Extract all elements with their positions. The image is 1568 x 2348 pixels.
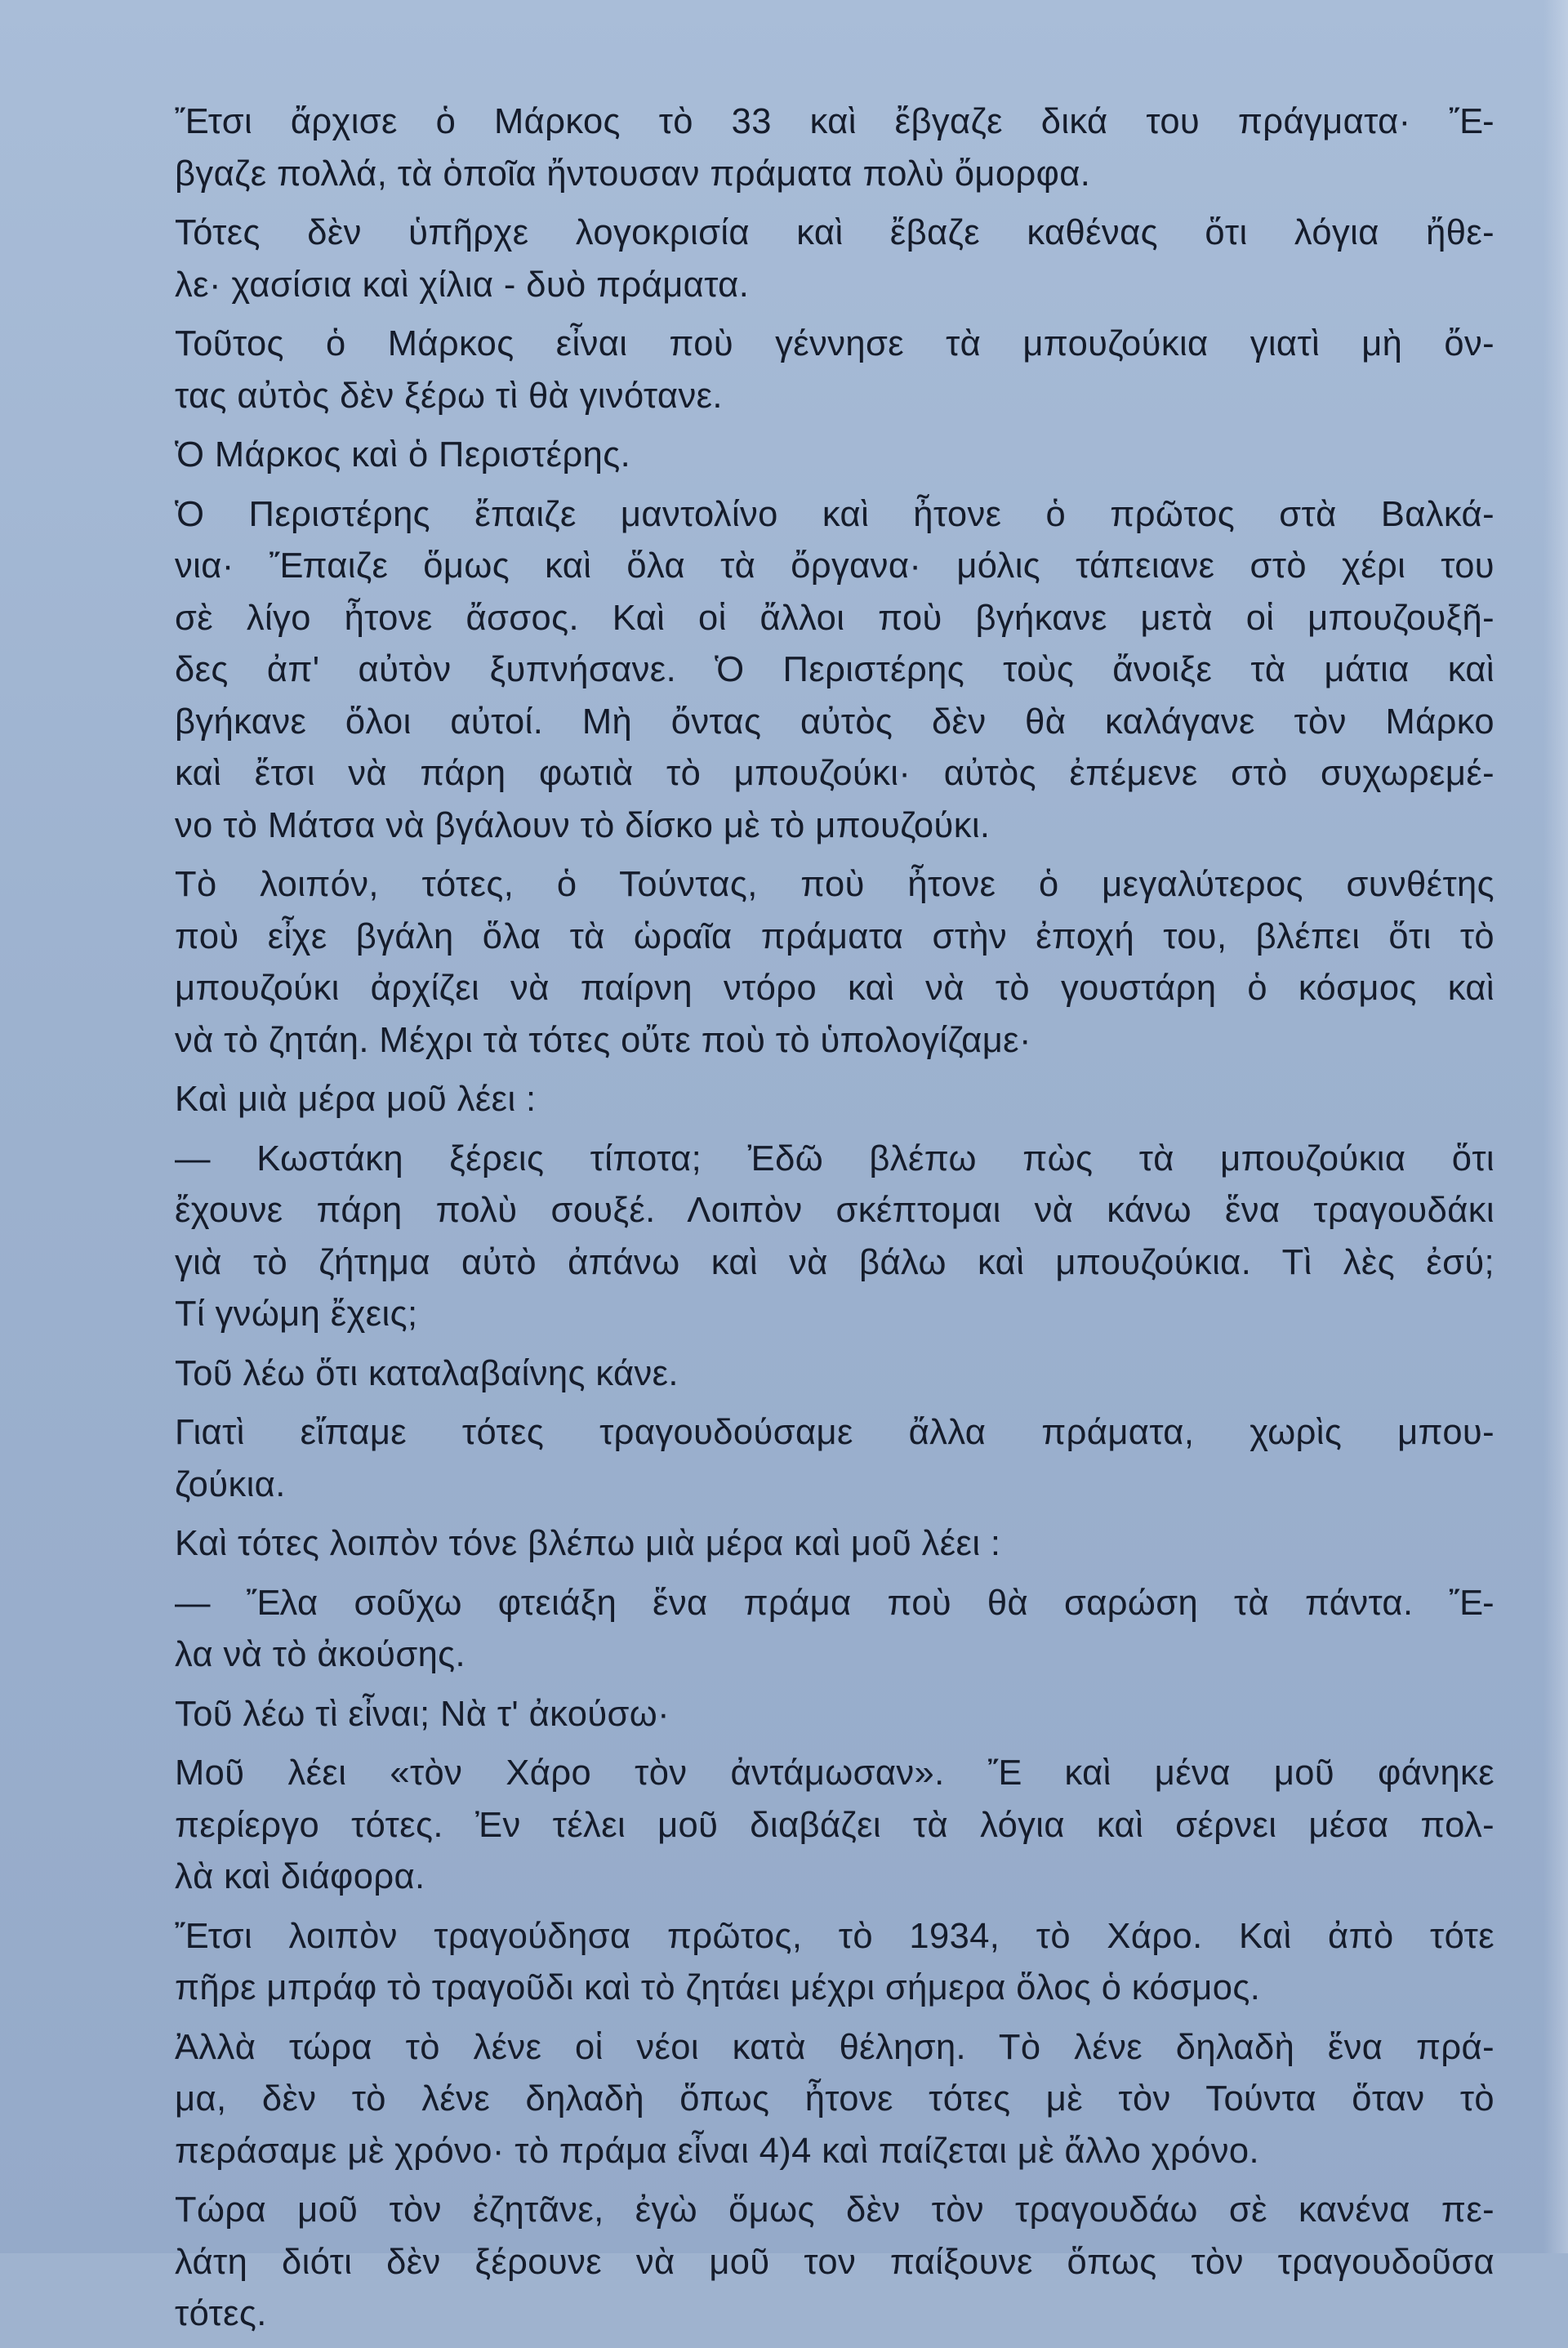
paragraph	[163, 1748, 1494, 1904]
paragraph	[163, 1518, 1494, 1571]
text-line: πῆρε μπράφ τὸ τραγοῦδι καὶ τὸ ζητάει μέχρι σήμερα ὅλος ὁ κόσμος.	[175, 1968, 1261, 2007]
text-line: Τοῦ λέω ὅτι καταλαβαίνης κάνε.	[175, 1353, 679, 1393]
text-line: Καὶ μιὰ μέρα μοῦ λέει :	[175, 1080, 537, 1119]
text-line: τότες.	[175, 2294, 267, 2333]
text-line: ποὺ εἶχε βγάλη ὅλα τὰ ὡραῖα πράματα στὴν ἐποχή του, βλέπει ὅτι τὸ	[175, 916, 1494, 956]
text-line: βγαζε πολλά, τὰ ὁποῖα ἤντουσαν πράματα πολὺ ὄμορφα.	[175, 154, 1091, 194]
text-line: Τοῦτος ὁ Μάρκος εἶναι ποὺ γέννησε τὰ μπουζούκια γιατὶ μὴ ὄν-	[175, 324, 1494, 363]
text-line: λα νὰ τὸ ἀκούσης.	[175, 1635, 466, 1674]
text-line: περάσαμε μὲ χρόνο· τὸ πράμα εἶναι 4)4 καὶ παίζεται μὲ ἄλλο χρόνο.	[175, 2131, 1259, 2171]
text-line: μα, δὲν τὸ λένε δηλαδὴ ὅπως ἦτονε τότες μὲ τὸν Τούντα ὅταν τὸ	[175, 2079, 1494, 2119]
text-line: Ὁ Μάρκος καὶ ὁ Περιστέρης.	[175, 435, 631, 475]
text-line: — Κωστάκη ξέρεις τίποτα; Ἐδῶ βλέπω πὼς τὰ μπουζούκια ὅτι	[175, 1138, 1494, 1178]
text-line: νὰ τὸ ζητάη. Μέχρι τὰ τότες οὔτε ποὺ τὸ ὑπολογίζαμε·	[175, 1020, 1031, 1060]
text-line: ζούκια.	[175, 1464, 286, 1504]
page-text	[163, 96, 1494, 2348]
text-line: Τοῦ λέω τὶ εἶναι; Νὰ τ' ἀκούσω·	[175, 1694, 670, 1734]
paragraph	[163, 2185, 1494, 2341]
paragraph	[163, 859, 1494, 1067]
paragraph	[163, 2022, 1494, 2178]
text-line: Μοῦ λέει «τὸν Χάρο τὸν ἀντάμωσαν». Ἔ καὶ μένα μοῦ φάνηκε	[175, 1753, 1494, 1793]
text-line: Ὁ Περιστέρης ἔπαιζε μαντολίνο καὶ ἦτονε ὁ πρῶτος στὰ Βαλκά-	[175, 494, 1494, 534]
text-line: γιὰ τὸ ζήτημα αὐτὸ ἀπάνω καὶ νὰ βάλω καὶ μπουζούκια. Τὶ λὲς ἐσύ;	[175, 1242, 1494, 1282]
text-line: λάτη διότι δὲν ξέρουνε νὰ μοῦ τον παίξουνε ὅπως τὸν τραγουδοῦσα	[175, 2242, 1494, 2282]
text-line: νια· Ἔπαιζε ὅμως καὶ ὅλα τὰ ὄργανα· μόλις τάπειανε στὸ χέρι του	[175, 546, 1494, 586]
paragraph	[163, 207, 1494, 311]
text-line: σὲ λίγο ἦτονε ἄσσος. Καὶ οἱ ἄλλοι ποὺ βγήκανε μετὰ οἱ μπουζουξῆ-	[175, 598, 1494, 638]
text-line: λὰ καὶ διάφορα.	[175, 1857, 425, 1896]
paragraph	[163, 1578, 1494, 1682]
text-line: Καὶ τότες λοιπὸν τόνε βλέπω μιὰ μέρα καὶ μοῦ λέει :	[175, 1524, 1001, 1563]
text-line: Τώρα μοῦ τὸν ἐζητᾶνε, ἐγὼ ὅμως δὲν τὸν τραγουδάω σὲ κανένα πε-	[175, 2190, 1494, 2230]
paragraph	[163, 1689, 1494, 1741]
paragraph	[163, 96, 1494, 200]
paragraph	[163, 319, 1494, 422]
text-line: περίεργο τότες. Ἐν τέλει μοῦ διαβάζει τὰ λόγια καὶ σέρνει μέσα πολ-	[175, 1805, 1494, 1845]
paragraph	[163, 1074, 1494, 1126]
text-line: Τὸ λοιπόν, τότες, ὁ Τούντας, ποὺ ἦτονε ὁ μεγαλύτερος συνθέτης	[175, 865, 1494, 904]
text-line: νο τὸ Μάτσα νὰ βγάλουν τὸ δίσκο μὲ τὸ μπουζούκι.	[175, 805, 991, 845]
text-line: δες ἀπ' αὐτὸν ξυπνήσανε. Ὁ Περιστέρης τοὺς ἄνοιξε τὰ μάτια καὶ	[175, 650, 1494, 689]
text-line: — Ἔλα σοῦχω φτειάξη ἕνα πράμα ποὺ θὰ σαρώση τὰ πάντα. Ἔ-	[175, 1583, 1494, 1623]
paragraph	[163, 1407, 1494, 1511]
text-line: καὶ ἔτσι νὰ πάρη φωτιὰ τὸ μπουζούκι· αὐτὸς ἐπέμενε στὸ συχωρεμέ-	[175, 754, 1494, 793]
text-line: ἔχουνε πάρη πολὺ σουξέ. Λοιπὸν σκέπτομαι νὰ κάνω ἕνα τραγουδάκι	[175, 1191, 1494, 1230]
text-line: Γιατὶ εἴπαμε τότες τραγουδούσαμε ἄλλα πράματα, χωρὶς μπου-	[175, 1413, 1494, 1452]
text-line: Ἔτσι ἄρχισε ὁ Μάρκος τὸ 33 καὶ ἔβγαζε δικά του πράγματα· Ἔ-	[175, 102, 1494, 141]
paragraph	[163, 489, 1494, 853]
paragraph	[163, 1911, 1494, 2015]
page-edge	[1544, 0, 1568, 2253]
text-line: Τί γνώμη ἔχεις;	[175, 1294, 418, 1334]
paragraph	[163, 430, 1494, 482]
text-line: Ἔτσι λοιπὸν τραγούδησα πρῶτος, τὸ 1934, τὸ Χάρο. Καὶ ἀπὸ τότε	[175, 1916, 1494, 1956]
text-line: λε· χασίσια καὶ χίλια - δυὸ πράματα.	[175, 265, 750, 305]
paragraph	[163, 1134, 1494, 1341]
text-line: τας αὐτὸς δὲν ξέρω τὶ θὰ γινότανε.	[175, 376, 723, 416]
text-line: βγήκανε ὅλοι αὐτοί. Μὴ ὄντας αὐτὸς δὲν θὰ καλάγανε τὸν Μάρκο	[175, 702, 1494, 742]
text-line: Τότες δὲν ὑπῆρχε λογοκρισία καὶ ἔβαζε καθένας ὅτι λόγια ἤθε-	[175, 213, 1494, 252]
text-line: Ἀλλὰ τώρα τὸ λένε οἱ νέοι κατὰ θέληση. Τὸ λένε δηλαδὴ ἕνα πρά-	[175, 2027, 1494, 2067]
paragraph	[163, 1348, 1494, 1401]
text-line: μπουζούκι ἀρχίζει νὰ παίρνη ντόρο καὶ νὰ τὸ γουστάρη ὁ κόσμος καὶ	[175, 969, 1494, 1008]
